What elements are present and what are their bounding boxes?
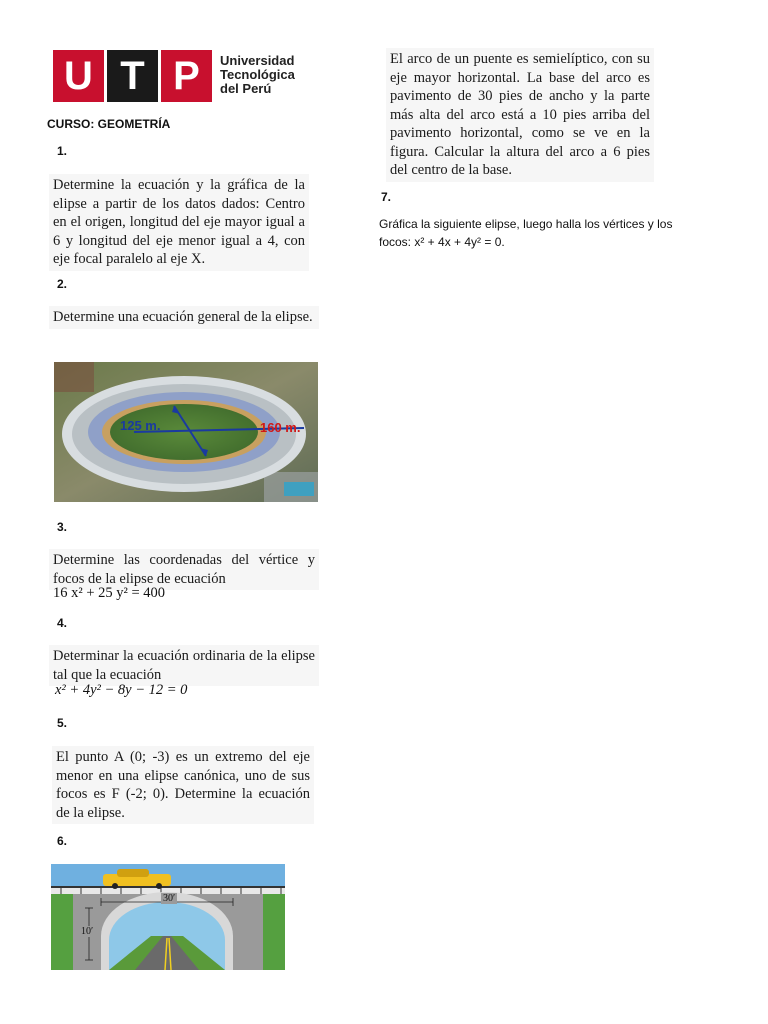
question-3-text: Determine las coordenadas del vértice y focos de la elipse de ecuación [49,549,319,590]
question-number-3: 3. [57,520,68,534]
bridge-height-label: 10′ [81,926,94,937]
question-number-7: 7. [381,190,392,204]
logo-university-name [220,54,295,96]
stadium-label-125: 125 m. [120,418,161,433]
question-7-text: Gráfica la siguiente elipse, luego halla los vértices y los focos: x² + 4x + 4y² = 0. [379,217,673,249]
question-1-text: Determine la ecuación y la gráfica de la elipse a partir de los datos dados: Centro en el origen, longitud del eje mayor igual a 6 y longitud del eje menor igual a 4, con eje focal paralelo al eje X. [49,174,309,271]
stadium-image [54,362,318,502]
logo-line-3: del Perú [220,81,272,96]
question-5-text: El punto A (0; -3) es un extremo del eje menor en una elipse canónica, uno de sus focos es F (-2; 0). Determine la ecuación de la elipse. [52,746,314,824]
question-number-6: 6. [57,834,68,848]
question-number-5: 5. [57,716,68,730]
question-number-4: 4. [57,616,68,630]
question-2-text: Determine una ecuación general de la elipse. [49,306,319,329]
question-number-2: 2. [57,277,68,291]
question-4-text: Determinar la ecuación ordinaria de la elipse tal que la ecuación [49,645,319,686]
bridge-image [51,864,285,970]
utp-logo [53,50,298,102]
question-3-equation: 16 x² + 25 y² = 400 [53,585,166,601]
stadium-label-160: 160 m. [260,420,301,435]
logo-letter-u: U [53,50,104,102]
course-title: CURSO: GEOMETRÍA [47,117,171,131]
logo-line-2: Tecnológica [220,67,295,82]
question-4-equation: x² + 4y² − 8y − 12 = 0 [55,682,188,698]
logo-letter-t: T [107,50,158,102]
logo-line-1: Universidad [220,53,295,68]
logo-letter-p: P [161,50,212,102]
question-number-1: 1. [57,144,68,158]
bridge-width-label: 30′ [163,893,176,904]
bridge-figure [51,864,285,970]
question-6-text: El arco de un puente es semielíptico, con su eje mayor horizontal. La base del arco es pavimento de 30 pies de ancho y la parte más alta del arco está a 10 pies arriba del pavimento horizontal, como se ve en la figura. Calcular la altura del arco a 6 pies del centro de la base. [386,48,654,182]
